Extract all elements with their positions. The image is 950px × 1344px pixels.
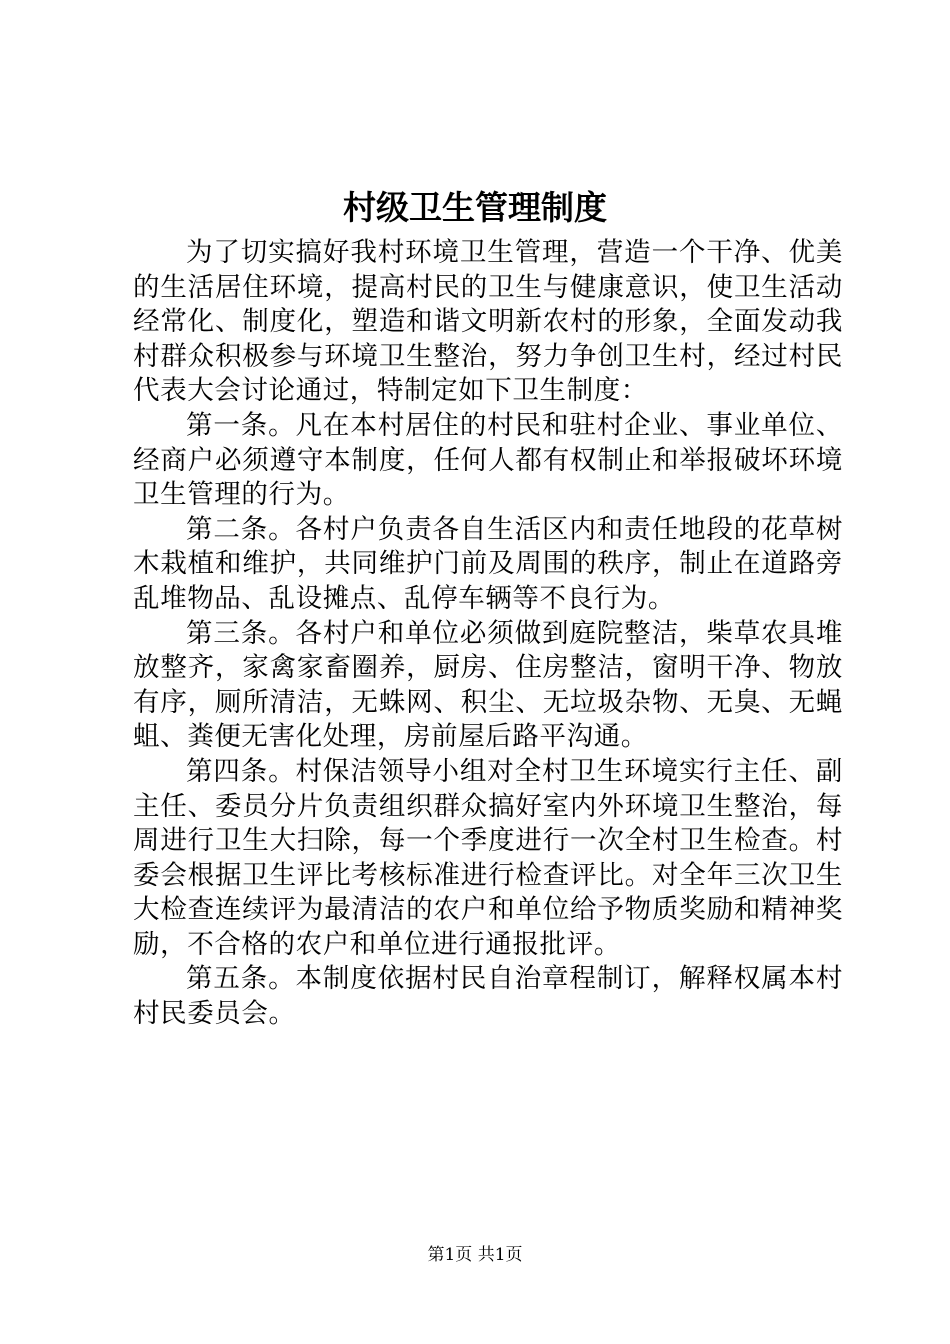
page-footer: 第1页 共1页 [427,1245,523,1265]
paragraph-article-4: 第四条。村保洁领导小组对全村卫生环境实行主任、副主任、委员分片负责组织群众搞好室内外环境卫生整治，每周进行卫生大扫除，每一个季度进行一次全村卫生检查。村委会根据卫生评比考核标准进行检查评比。对全年三次卫生大检查连续评为最清洁的农户和单位给予物质奖励和精神奖励，不合格的农户和单位进行通报批评。 [133,755,843,960]
paragraph-article-5: 第五条。本制度依据村民自治章程制订，解释权属本村村民委员会。 [133,963,843,1030]
paragraph-article-1: 第一条。凡在本村居住的村民和驻村企业、事业单位、经商户必须遵守本制度，任何人都有权制止和举报破坏环境卫生管理的行为。 [133,409,843,511]
paragraph-article-3: 第三条。各村户和单位必须做到庭院整洁，柴草农具堆放整齐，家禽家畜圈养，厨房、住房整洁，窗明干净、物放有序，厕所清洁，无蛛网、积尘、无垃圾杂物、无臭、无蝇蛆、粪便无害化处理，房前屋后路平沟通。 [133,617,843,753]
paragraph-intro: 为了切实搞好我村环境卫生管理，营造一个干净、优美的生活居住环境，提高村民的卫生与健康意识，使卫生活动经常化、制度化，塑造和谐文明新农村的形象，全面发动我村群众积极参与环境卫生整治，努力争创卫生村，经过村民代表大会讨论通过，特制定如下卫生制度： [133,237,843,407]
document-title: 村级卫生管理制度 [343,188,607,227]
paragraph-article-2: 第二条。各村户负责各自生活区内和责任地段的花草树木栽植和维护，共同维护门前及周围的秩序，制止在道路旁乱堆物品、乱设摊点、乱停车辆等不良行为。 [133,513,843,614]
document-body [133,236,843,1032]
